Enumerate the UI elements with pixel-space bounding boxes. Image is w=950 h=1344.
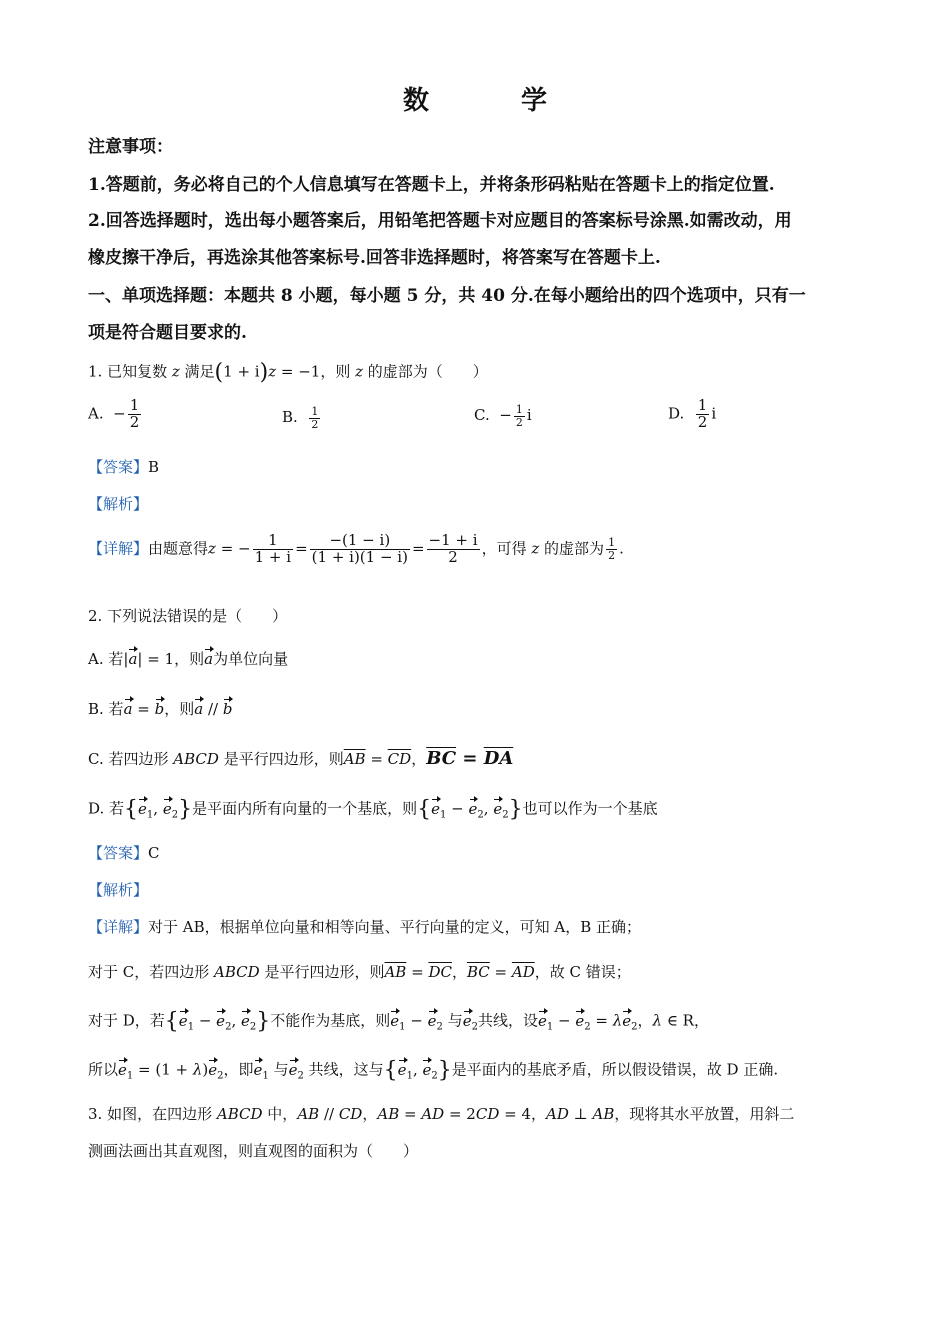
section-heading-line2: 项是符合题目要求的. [88,323,247,343]
q2-option-c: C. 若四边形 ABCD 是平行四边形，则$\overline{AB} = \overline{CD}$，$\overline{BC} = \overline{DA}$ [88,748,514,769]
notice-item-2-line2: 橡皮擦干净后，再选涂其他答案标号.回答非选择题时，将答案写在答题卡上. [88,248,661,268]
notice-item-2-line1: 2.回答选择题时，选出每小题答案后，用铅笔把答题卡对应题目的答案标号涂黑.如需改动，用 [88,211,792,231]
q1-stem: 1. 已知复数 z 满足(1 + i)z = −1，则 z 的虚部为（ ） [88,360,488,385]
q1-option-c: C. − $\frac{1}{2}$ i [474,403,532,429]
q2-detail-1: 【详解】对于 AB，根据单位向量和相等向量、平行向量的定义，可知 A，B 正确； [88,918,642,936]
q1-option-a: A. − $\frac{1}{2}$ [88,396,140,431]
q2-analysis-label: 【解析】 [88,881,149,899]
q2-stem: 2. 下列说法错误的是（ ） [88,607,288,625]
section-heading-line1: 一、单项选择题：本题共 8 小题，每小题 5 分，共 40 分.在每小题给出的四个选项中，只有一 [88,286,806,306]
q3-stem-line2: 测画法画出其直观图，则直观图的面积为（ ） [88,1142,419,1160]
q2-option-b: B. 若a = b，则a // b [88,700,233,718]
q2-option-d: D. 若{$e_1$, $e_2$}是平面内所有向量的一个基底，则{$e_1 - e_2$, $e_2$}也可以作为一个基底 [88,797,658,822]
q2-detail-2: 对于 C，若四边形 ABCD 是平行四边形，则$\overline{AB} = \overline{DC}$，$\overline{BC} = \overline{AD}$，故 C 错误； [88,963,631,981]
q3-stem-line1: 3. 如图，在四边形 ABCD 中，AB // CD，AB = AD = 2CD = 4，AD ⊥ AB，现将其水平放置，用斜二 [88,1105,795,1123]
q2-answer: 【答案】C [88,844,160,862]
q2-detail-3: 对于 D，若{$e_1 - e_2$, $e_2$}不能作为基底，则$e_1 - e_2$ 与$e_2$共线，设$e_1 - e_2 = \lambda e_2$，λ ∈ R， [88,1009,709,1034]
notice-heading: 注意事项： [88,137,173,157]
notice-item-1: 1.答题前，务必将自己的个人信息填写在答题卡上，并将条形码粘贴在答题卡上的指定位置. [88,175,775,195]
q1-option-b: B. $\frac{1}{2}$ [282,405,319,431]
q1-detail: 【详解】由题意得z = − $\frac{1}{1 + i}$ = $\frac{-(1 - i)}{(1 + i)(1 - i)}$ = $\frac{-1 + i}{2}$ ，可得 z 的虚部为 $\frac{1}{2}$ . [88,531,624,566]
q1-analysis-label: 【解析】 [88,495,149,513]
q1-option-d: D. $\frac{1}{2}$ i [668,396,717,431]
q2-detail-4: 所以$e_1 = (1 + \lambda)e_2$，即$e_1$ 与$e_2$ 共线，这与{$e_1$, $e_2$}是平面内的基底矛盾，所以假设错误，故 D 正确. [88,1058,779,1083]
q2-option-a: A. 若|a| = 1，则a为单位向量 [88,650,289,668]
page-title: 数学 [402,86,639,116]
q1-answer: 【答案】B [88,458,160,476]
